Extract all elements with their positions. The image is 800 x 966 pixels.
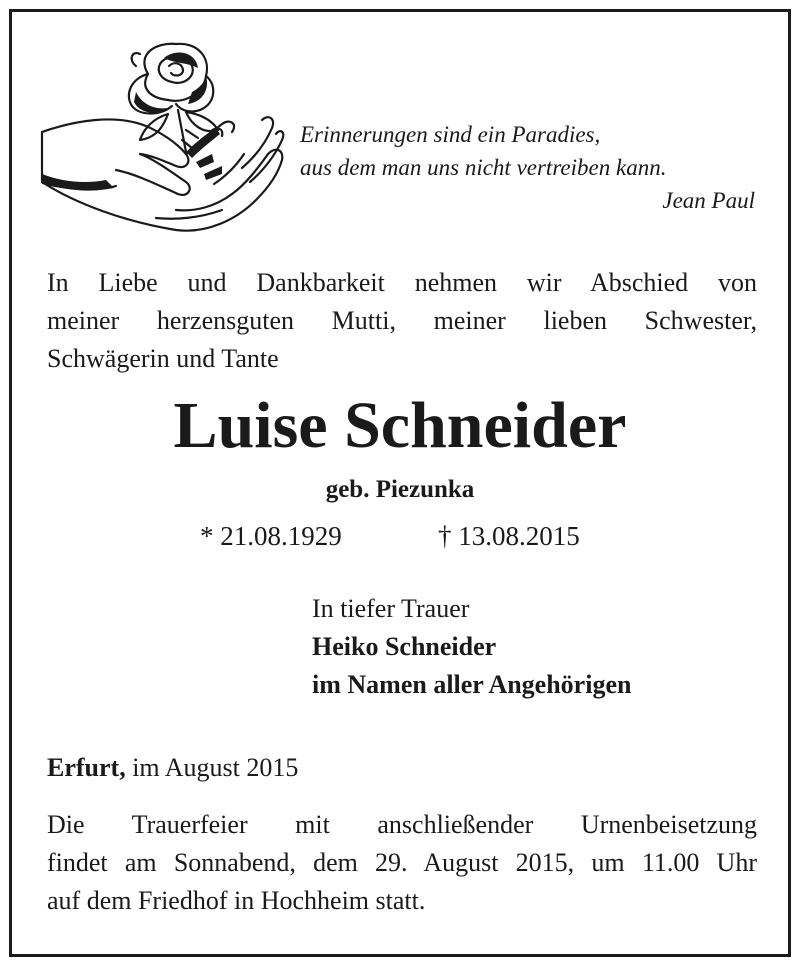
place: Erfurt, (47, 753, 126, 782)
mourners-block (312, 590, 631, 704)
rose-in-hands-icon (36, 34, 286, 239)
farewell-text (47, 264, 757, 378)
death-date: † 13.08.2015 (438, 521, 580, 551)
mourner-name: Heiko Schneider (312, 632, 497, 661)
birth-date: * 21.08.1929 (200, 521, 342, 551)
memorial-quote (300, 118, 755, 217)
mourner-relatives: im Namen aller Angehörigen (312, 670, 632, 699)
service-line-2: findet am Sonnabend, dem 29. August 2015, um 11.00 Uhr (47, 848, 757, 877)
birth-name: geb. Piezunka (325, 476, 475, 503)
date: im August 2015 (132, 753, 299, 782)
quote-line-1: Erinnerungen sind ein Paradies, (300, 122, 601, 147)
mourning-phrase: In tiefer Trauer (312, 594, 470, 623)
service-line-3: auf dem Friedhof in Hochheim statt. (47, 886, 426, 915)
place-and-date (47, 750, 298, 786)
farewell-line-3: Schwägerin und Tante (47, 344, 279, 373)
funeral-service-info (47, 806, 757, 920)
farewell-line-2: meiner herzensguten Mutti, meiner lieben Schwester, (47, 306, 757, 335)
farewell-line-1: In Liebe und Dankbarkeit nehmen wir Abschied von (47, 268, 757, 297)
service-line-1: Die Trauerfeier mit anschließender Urnenbeisetzung (47, 810, 757, 839)
deceased-name: Luise Schneider (173, 389, 627, 462)
quote-line-2: aus dem man uns nicht vertreiben kann. (300, 155, 667, 180)
quote-author: Jean Paul (662, 188, 755, 213)
